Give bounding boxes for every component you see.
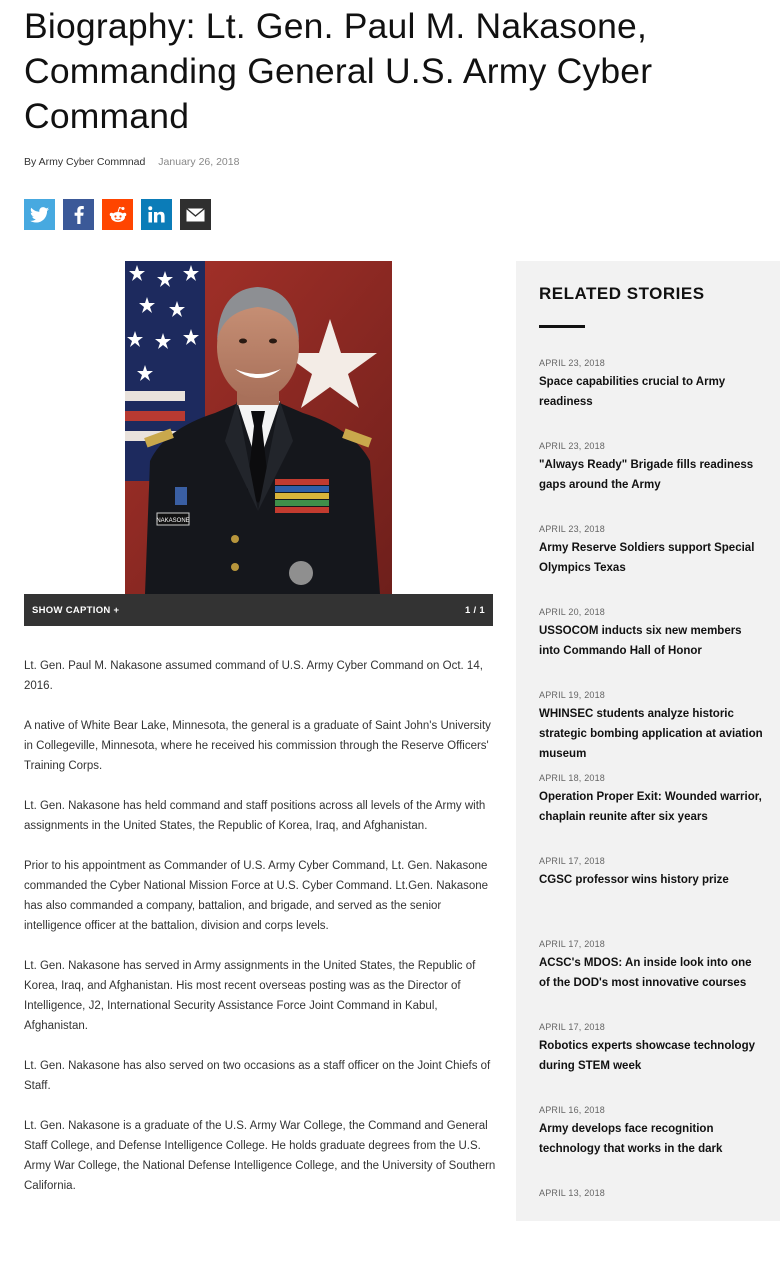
story-date: APRIL 13, 2018 [539,1188,606,1198]
story-title[interactable]: ACSC's MDOS: An inside look into one of the DOD's most innovative courses [539,957,752,989]
related-stories-heading: RELATED STORIES [539,284,705,303]
story-title[interactable]: Space capabilities crucial to Army readiness [539,376,726,408]
article-title: Biography: Lt. Gen. Paul M. Nakasone, Commanding General U.S. Army Cyber Command [24,6,653,136]
portrait-photo[interactable] [125,261,392,594]
paragraph: Prior to his appointment as Commander of U.S. Army Cyber Command, Lt. Gen. Nakasone commanded the Cyber National Mission Force at U.S. Cyber Command. Lt.Gen. Nakasone has also commanded a company, battalion, and brigade, and served as the senior intelligence officer at the battalion, division and corps levels. [24,860,489,932]
story-date: APRIL 19, 2018 [539,690,606,700]
related-story[interactable] [539,523,764,606]
reddit-icon [108,206,128,224]
paragraph: Lt. Gen. Nakasone has served in Army assignments in the United States, the Republic of Korea, Iraq, and Afghanistan. His most recent overseas posting was as the Director of Intelligence, J2, International Security Assistance Force Joint Command in Kabul, Afghanistan. [24,960,476,1032]
story-title[interactable]: "Always Ready" Brigade fills readiness gaps around the Army [539,459,754,491]
share-reddit-button[interactable] [102,199,133,230]
article-body [24,656,496,1216]
share-twitter-button[interactable] [24,199,55,230]
nametag-text: NAKASONE [156,518,190,524]
publish-date: January 26, 2018 [158,156,240,168]
twitter-icon [30,207,49,223]
related-story[interactable] [539,1021,764,1104]
heading-rule [539,325,585,328]
related-story[interactable] [539,1187,764,1270]
story-title[interactable]: USSOCOM inducts six new members into Commando Hall of Honor [539,625,742,657]
story-title[interactable]: WHINSEC students analyze historic strategic bombing application at aviation museum [539,708,763,760]
related-story[interactable] [539,772,764,855]
image-counter: 1 / 1 [465,604,485,616]
paragraph: Lt. Gen. Nakasone has also served on two occasions as a staff officer on the Joint Chiefs of Staff. [24,1060,491,1092]
paragraph: A native of White Bear Lake, Minnesota, the general is a graduate of Saint John's University in Collegeville, Minnesota, where he received his commission through the Reserve Officers' Training Corps. [24,720,491,772]
story-date: APRIL 23, 2018 [539,524,606,534]
story-title[interactable]: Army develops face recognition technology that works in the dark [539,1123,723,1155]
share-linkedin-button[interactable] [141,199,172,230]
story-date: APRIL 18, 2018 [539,773,606,783]
byline [24,156,239,168]
facebook-icon [74,206,84,224]
linkedin-icon [148,206,165,223]
share-email-button[interactable] [180,199,211,230]
story-title[interactable]: Army Reserve Soldiers support Special Olympics Texas [539,542,755,574]
related-story[interactable] [539,440,764,523]
story-date: APRIL 23, 2018 [539,358,606,368]
story-date: APRIL 17, 2018 [539,1022,606,1032]
related-story[interactable] [539,938,764,1021]
paragraph: Lt. Gen. Nakasone has held command and staff positions across all levels of the Army with assignments in the United States, the Republic of Korea, Iraq, and Afghanistan. [24,800,486,832]
story-date: APRIL 17, 2018 [539,856,606,866]
show-caption-button[interactable]: SHOW CAPTION + [32,604,120,616]
story-date: APRIL 23, 2018 [539,441,606,451]
paragraph: Lt. Gen. Paul M. Nakasone assumed command of U.S. Army Cyber Command on Oct. 14, 2016. [24,660,483,692]
related-story[interactable] [539,1104,764,1187]
story-date: APRIL 20, 2018 [539,607,606,617]
related-stories-sidebar [516,261,780,1221]
story-date: APRIL 16, 2018 [539,1105,606,1115]
share-facebook-button[interactable] [63,199,94,230]
related-story[interactable] [539,855,764,938]
portrait-image [125,261,392,594]
caption-bar [24,594,493,626]
author[interactable]: By Army Cyber Commnad [24,156,146,168]
story-date: APRIL 17, 2018 [539,939,606,949]
share-bar [24,199,211,230]
related-story[interactable] [539,689,764,772]
related-stories-list [539,357,764,1270]
story-title[interactable]: Robotics experts showcase technology during STEM week [539,1040,756,1072]
paragraph: Lt. Gen. Nakasone is a graduate of the U.S. Army War College, the Command and General Staff College, and Defense Intelligence College. He holds graduate degrees from the U.S. Army War College, the National Defense Intelligence College, and the University of Southern California. [24,1120,496,1192]
story-title[interactable]: Operation Proper Exit: Wounded warrior, chaplain reunite after six years [539,791,762,823]
email-icon [186,208,205,222]
related-story[interactable] [539,606,764,689]
story-title[interactable]: CGSC professor wins history prize [539,874,729,886]
related-story[interactable] [539,357,764,440]
